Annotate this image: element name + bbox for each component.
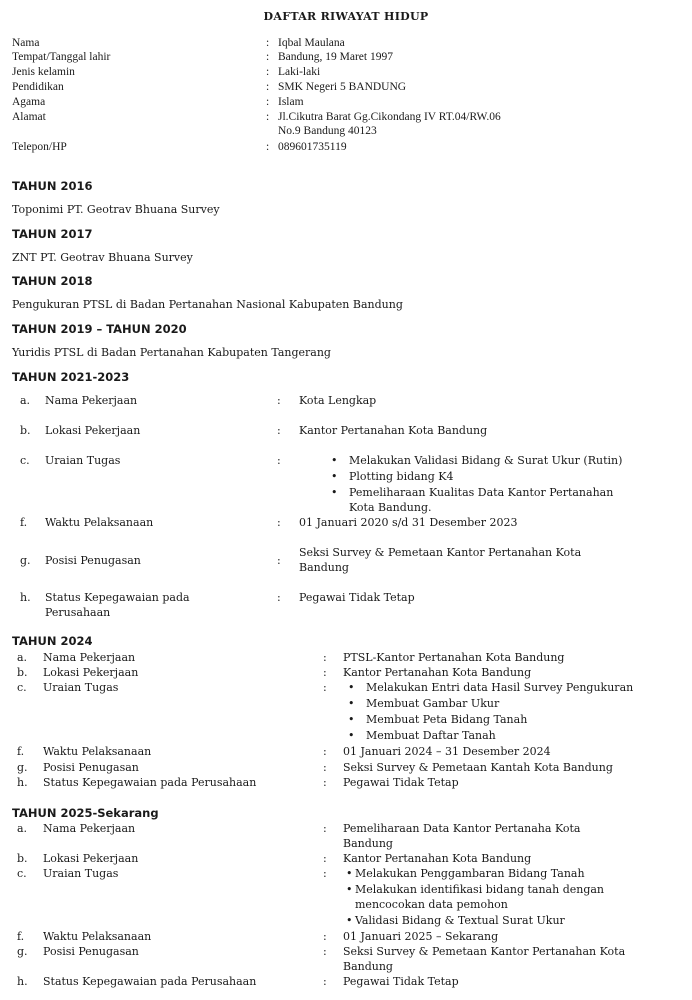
item-letter: g. [17, 945, 28, 958]
heading-2025: TAHUN 2025-Sekarang [12, 806, 159, 820]
item-label: Nama Pekerjaan [43, 822, 136, 835]
text-2018: Pengukuran PTSL di Badan Pertanahan Nasional Kabupaten Bandung [12, 298, 403, 311]
colon: : [277, 591, 281, 604]
bullet-item: • Validasi Bidang & Textual Surat Ukur [355, 913, 565, 928]
item-value: Pemeliharaan Data Kantor Pertanaha Kota [343, 822, 581, 835]
value-phone: 089601735119 [278, 141, 347, 153]
item-label: Posisi Penugasan [43, 945, 139, 958]
colon: : [277, 516, 281, 529]
colon: : [323, 852, 327, 865]
item-label: Waktu Pelaksanaan [45, 516, 154, 529]
colon: : [266, 81, 270, 93]
item-label: Nama Pekerjaan [43, 651, 136, 664]
bullet-item: • Melakukan Entri data Hasil Survey Pengukuran [366, 680, 633, 695]
item-letter: g. [17, 761, 28, 774]
item-label: Posisi Penugasan [43, 761, 139, 774]
value-address-line2: No.9 Bandung 40123 [278, 125, 377, 137]
colon: : [323, 822, 327, 835]
label-address: Alamat [12, 111, 46, 123]
item-letter: f. [20, 516, 28, 529]
heading-2024: TAHUN 2024 [12, 634, 93, 648]
item-label: Uraian Tugas [43, 681, 119, 694]
bullet-item: • Pemeliharaan Kualitas Data Kantor Pertanahan [349, 485, 613, 500]
text-2019-2020: Yuridis PTSL di Badan Pertanahan Kabupaten Tangerang [12, 346, 331, 359]
item-value: Seksi Survey & Pemetaan Kantor Pertanahan Kota [299, 546, 582, 559]
item-value: Pegawai Tidak Tetap [299, 591, 415, 604]
label-gender: Jenis kelamin [12, 66, 75, 78]
item-value: Kantor Pertanahan Kota Bandung [343, 852, 532, 865]
item-letter: h. [17, 776, 28, 789]
colon: : [323, 666, 327, 679]
value-address: Jl.Cikutra Barat Gg.Cikondang IV RT.04/RW.06 [278, 111, 501, 123]
bullet-continuation: mencocokan data pemohon [355, 898, 508, 911]
item-letter: f. [17, 745, 25, 758]
label-phone: Telepon/HP [12, 141, 67, 153]
item-value-line2: Bandung [343, 837, 393, 850]
value-religion: Islam [278, 96, 304, 108]
document-title: DAFTAR RIWAYAT HIDUP [263, 10, 429, 23]
item-value: Pegawai Tidak Tetap [343, 776, 459, 789]
colon: : [323, 930, 327, 943]
colon: : [266, 141, 270, 153]
item-value: Kantor Pertanahan Kota Bandung [299, 424, 488, 437]
bullet-item: • Plotting bidang K4 [349, 469, 454, 484]
item-letter: g. [20, 554, 31, 567]
item-label: Lokasi Pekerjaan [43, 666, 139, 679]
item-letter: a. [17, 822, 28, 835]
heading-2018: TAHUN 2018 [12, 274, 93, 288]
item-label: Nama Pekerjaan [45, 394, 138, 407]
item-value: Seksi Survey & Pemetaan Kantor Pertanahan Kota [343, 945, 626, 958]
colon: : [323, 761, 327, 774]
item-letter: h. [20, 591, 31, 604]
item-label: Waktu Pelaksanaan [43, 745, 152, 758]
item-value: Pegawai Tidak Tetap [343, 975, 459, 988]
heading-2021-2023: TAHUN 2021-2023 [12, 370, 130, 384]
bullet-continuation: Kota Bandung. [349, 501, 432, 514]
item-letter: h. [17, 975, 28, 988]
colon: : [277, 424, 281, 437]
bullet-item: • Membuat Gambar Ukur [366, 696, 499, 711]
colon: : [277, 454, 281, 467]
colon: : [266, 37, 270, 49]
value-gender: Laki-laki [278, 66, 321, 78]
colon: : [266, 111, 270, 123]
colon: : [323, 945, 327, 958]
colon: : [323, 745, 327, 758]
item-label: Status Kepegawaian pada Perusahaan [43, 776, 257, 789]
item-letter: a. [20, 394, 31, 407]
label-nama: Nama [12, 37, 40, 49]
item-label: Waktu Pelaksanaan [43, 930, 152, 943]
colon: : [266, 96, 270, 108]
bullet-item: • Melakukan Penggambaran Bidang Tanah [355, 866, 585, 881]
item-letter: b. [17, 852, 28, 865]
item-letter: f. [17, 930, 25, 943]
item-label: Uraian Tugas [45, 454, 121, 467]
item-label-line2: Perusahaan [45, 606, 111, 619]
item-letter: c. [17, 867, 27, 880]
colon: : [266, 66, 270, 78]
item-value: 01 Januari 2020 s/d 31 Desember 2023 [299, 516, 518, 529]
item-letter: a. [17, 651, 28, 664]
colon: : [323, 681, 327, 694]
label-education: Pendidikan [12, 81, 64, 93]
colon: : [277, 554, 281, 567]
label-religion: Agama [12, 96, 46, 108]
bullet-item: • Melakukan Validasi Bidang & Surat Ukur (Rutin) [349, 453, 622, 468]
bullet-item: • Membuat Daftar Tanah [366, 728, 496, 743]
item-value-line2: Bandung [299, 561, 349, 574]
text-2016: Toponimi PT. Geotrav Bhuana Survey [12, 203, 220, 216]
item-label: Lokasi Pekerjaan [45, 424, 141, 437]
value-ttl: Bandung, 19 Maret 1997 [278, 51, 393, 63]
item-letter: b. [17, 666, 28, 679]
colon: : [323, 867, 327, 880]
colon: : [277, 394, 281, 407]
item-label: Uraian Tugas [43, 867, 119, 880]
item-value: Kantor Pertanahan Kota Bandung [343, 666, 532, 679]
item-value: Kota Lengkap [299, 394, 377, 407]
item-label: Posisi Penugasan [45, 554, 141, 567]
item-label: Status Kepegawaian pada [45, 591, 190, 604]
item-value-line2: Bandung [343, 960, 393, 973]
heading-2016: TAHUN 2016 [12, 179, 93, 193]
item-label: Status Kepegawaian pada Perusahaan [43, 975, 257, 988]
bullet-item: • Membuat Peta Bidang Tanah [366, 712, 527, 727]
value-education: SMK Negeri 5 BANDUNG [278, 81, 407, 93]
item-value: 01 Januari 2025 – Sekarang [343, 930, 499, 943]
item-label: Lokasi Pekerjaan [43, 852, 139, 865]
text-2017: ZNT PT. Geotrav Bhuana Survey [12, 251, 193, 264]
value-nama: Iqbal Maulana [278, 37, 345, 49]
item-letter: c. [17, 681, 27, 694]
colon: : [323, 776, 327, 789]
colon: : [266, 51, 270, 63]
item-value: 01 Januari 2024 – 31 Desember 2024 [343, 745, 551, 758]
item-value: Seksi Survey & Pemetaan Kantah Kota Bandung [343, 761, 613, 774]
item-letter: b. [20, 424, 31, 437]
heading-2017: TAHUN 2017 [12, 227, 93, 241]
colon: : [323, 651, 327, 664]
item-value: PTSL-Kantor Pertanahan Kota Bandung [343, 651, 565, 664]
label-ttl: Tempat/Tanggal lahir [12, 51, 111, 63]
heading-2019-2020: TAHUN 2019 – TAHUN 2020 [12, 322, 187, 336]
item-letter: c. [20, 454, 30, 467]
colon: : [323, 975, 327, 988]
bullet-item: • Melakukan identifikasi bidang tanah dengan [355, 882, 604, 897]
